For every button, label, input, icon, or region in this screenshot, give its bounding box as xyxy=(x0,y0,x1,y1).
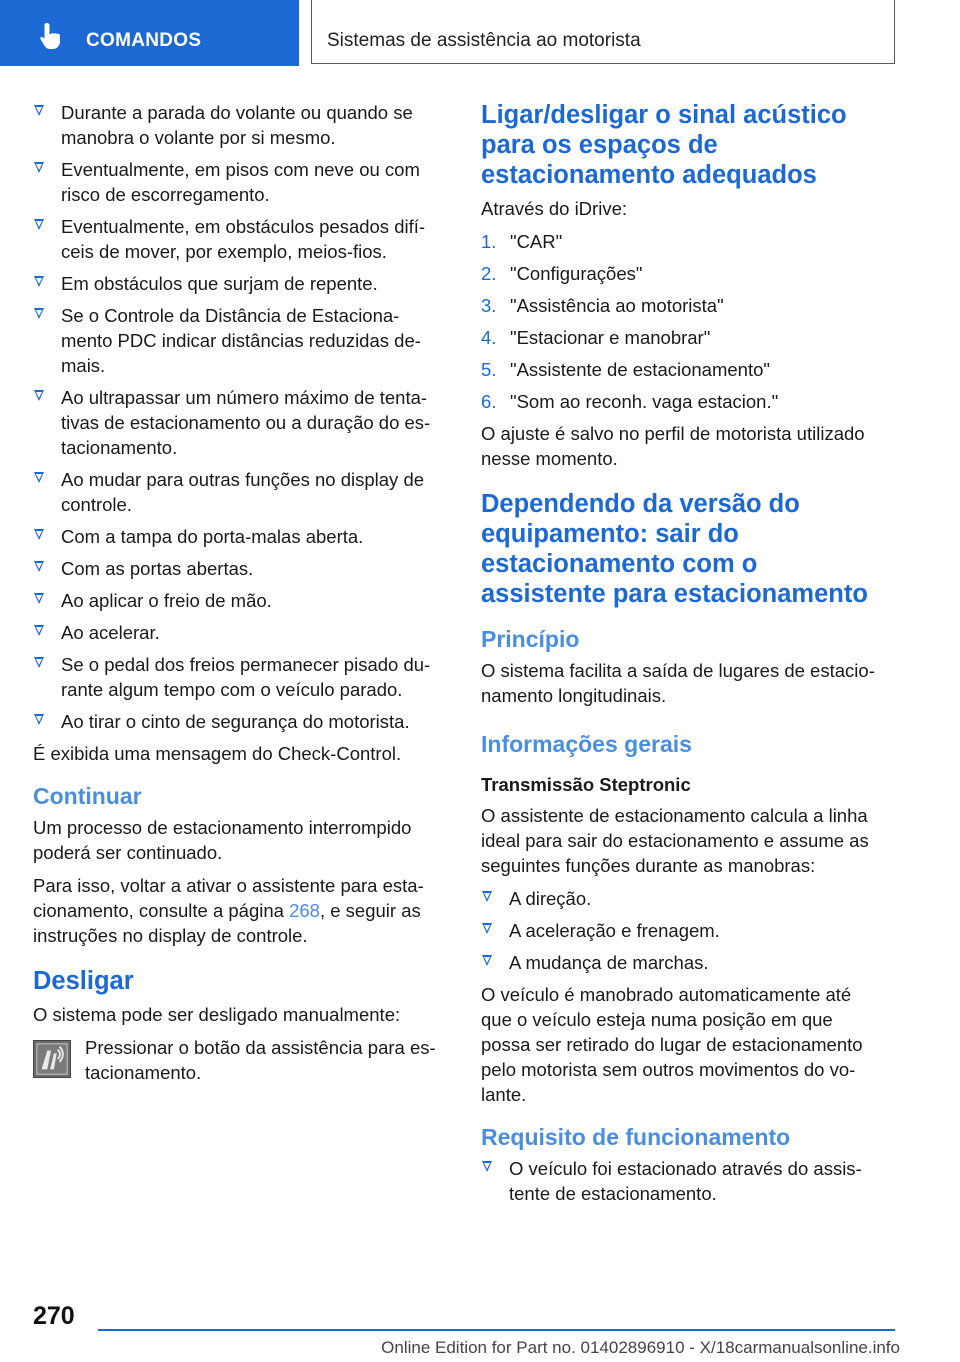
chapter-title: Sistemas de assistência ao motorista xyxy=(327,30,641,51)
triangle-bullet-icon xyxy=(34,714,44,725)
continuar-paragraph-2: Para isso, voltar a ativar o assistente para estacionamento, consulte a página 268, e seguir as instruções no display de controle. xyxy=(33,875,424,946)
footer-divider xyxy=(98,1329,895,1331)
button-instruction xyxy=(33,1035,443,1085)
profile-note: O ajuste é salvo no perfil de motorista utilizado nesse momento. xyxy=(481,423,865,469)
page-header xyxy=(0,0,960,66)
chapter-title-box xyxy=(311,0,895,64)
list-item: Em obstáculos que surjam de repente. xyxy=(33,271,443,296)
deactivation-conditions-list xyxy=(33,100,443,734)
triangle-bullet-icon xyxy=(34,219,44,230)
page-reference-link[interactable]: 268 xyxy=(289,900,320,921)
list-item: Ao ultrapassar um número máximo de tentativas de estacionamento ou a duração do estacionamento. xyxy=(33,385,443,460)
right-column xyxy=(481,100,881,1213)
exit-assistant-heading: Dependendo da versão do equipamento: sair do estacionamento com o assistente para estacionamento xyxy=(481,490,868,608)
list-item: Ao tirar o cinto de segurança do motorista. xyxy=(33,709,443,734)
footer-edition: Online Edition for Part no. 01402896910 - X/18carmanualsonline.info xyxy=(381,1338,900,1357)
desligar-heading: Desligar xyxy=(33,967,134,995)
list-item: O veículo foi estacionado através do assistente de estacionamento. xyxy=(481,1156,881,1206)
list-item: Ao mudar para outras funções no display de controle. xyxy=(33,467,443,517)
requisito-heading: Requisito de funcionamento xyxy=(481,1124,791,1150)
button-instruction-text: Pressionar o botão da assistência para estacionamento. xyxy=(85,1037,436,1083)
idrive-steps xyxy=(481,229,881,414)
triangle-bullet-icon xyxy=(34,308,44,319)
list-item: 1. "CAR" xyxy=(481,231,563,252)
list-item: A aceleração e frenagem. xyxy=(481,918,881,943)
info-heading: Informações gerais xyxy=(481,731,692,757)
list-item: Se o Controle da Distância de Estacionamento PDC indicar distâncias reduzidas demais. xyxy=(33,303,443,378)
list-item: Durante a parada do volante ou quando se manobra o volante por si mesmo. xyxy=(33,100,443,150)
triangle-bullet-icon xyxy=(34,561,44,572)
desligar-paragraph: O sistema pode ser desligado manualmente: xyxy=(33,1004,401,1025)
steptronic-subheading: Transmissão Steptronic xyxy=(481,774,691,795)
watermark: carmanualsonline.info xyxy=(734,1338,900,1357)
list-item: Com a tampa do porta-malas aberta. xyxy=(33,524,443,549)
page-number: 270 xyxy=(33,1302,75,1330)
triangle-bullet-icon xyxy=(34,472,44,483)
maneuver-text: O veículo é manobrado automaticamente até que o veículo esteja numa posição em que possa ser retirado do lugar de estacionamento pelo motorista sem outros movimentos do volante. xyxy=(481,984,863,1105)
check-control-note: É exibida uma mensagem do Check-Control. xyxy=(33,743,402,764)
triangle-bullet-icon xyxy=(34,593,44,604)
triangle-bullet-icon xyxy=(34,625,44,636)
triangle-bullet-icon xyxy=(34,529,44,540)
list-item: Eventualmente, em obstáculos pesados difíceis de mover, por exemplo, meios-fios. xyxy=(33,214,443,264)
triangle-bullet-icon xyxy=(482,923,492,934)
triangle-bullet-icon xyxy=(34,162,44,173)
section-title: COMANDOS xyxy=(86,30,202,51)
triangle-bullet-icon xyxy=(34,276,44,287)
triangle-bullet-icon xyxy=(34,105,44,116)
acoustic-signal-heading: Ligar/desligar o sinal acústico para os espaços de estacionamento adequados xyxy=(481,101,847,189)
list-item: Ao aplicar o freio de mão. xyxy=(33,588,443,613)
requirements-list xyxy=(481,1156,881,1206)
list-item: Ao acelerar. xyxy=(33,620,443,645)
parking-assistant-button-icon xyxy=(33,1040,71,1078)
principio-text: O sistema facilita a saída de lugares de estacionamento longitudinais. xyxy=(481,660,875,706)
list-item: 2. "Configurações" xyxy=(481,263,643,284)
assistant-functions-list xyxy=(481,886,881,975)
list-item: 4. "Estacionar e manobrar" xyxy=(481,327,711,348)
list-item: Se o pedal dos freios permanecer pisado durante algum tempo com o veículo parado. xyxy=(33,652,443,702)
triangle-bullet-icon xyxy=(482,955,492,966)
list-item: 6. "Som ao reconh. vaga estacion." xyxy=(481,391,779,412)
list-item: Com as portas abertas. xyxy=(33,556,443,581)
info-text: O assistente de estacionamento calcula a linha ideal para sair do estacionamento e assume as seguintes funções durante as manobras: xyxy=(481,805,869,876)
pointing-hand-icon xyxy=(36,21,66,51)
list-item: Eventualmente, em pisos com neve ou com risco de escorregamento. xyxy=(33,157,443,207)
triangle-bullet-icon xyxy=(34,657,44,668)
list-item: 5. "Assistente de estacionamento" xyxy=(481,359,770,380)
list-item: A direção. xyxy=(481,886,881,911)
list-item: 3. "Assistência ao motorista" xyxy=(481,295,724,316)
triangle-bullet-icon xyxy=(482,1161,492,1172)
triangle-bullet-icon xyxy=(482,891,492,902)
continuar-paragraph-1: Um processo de estacionamento interrompido poderá ser continuado. xyxy=(33,817,412,863)
idrive-intro: Através do iDrive: xyxy=(481,198,627,219)
triangle-bullet-icon xyxy=(34,390,44,401)
list-item: A mudança de marchas. xyxy=(481,950,881,975)
left-column xyxy=(33,100,443,1085)
continuar-heading: Continuar xyxy=(33,783,142,809)
principio-heading: Princípio xyxy=(481,626,580,652)
section-tab xyxy=(0,0,299,66)
